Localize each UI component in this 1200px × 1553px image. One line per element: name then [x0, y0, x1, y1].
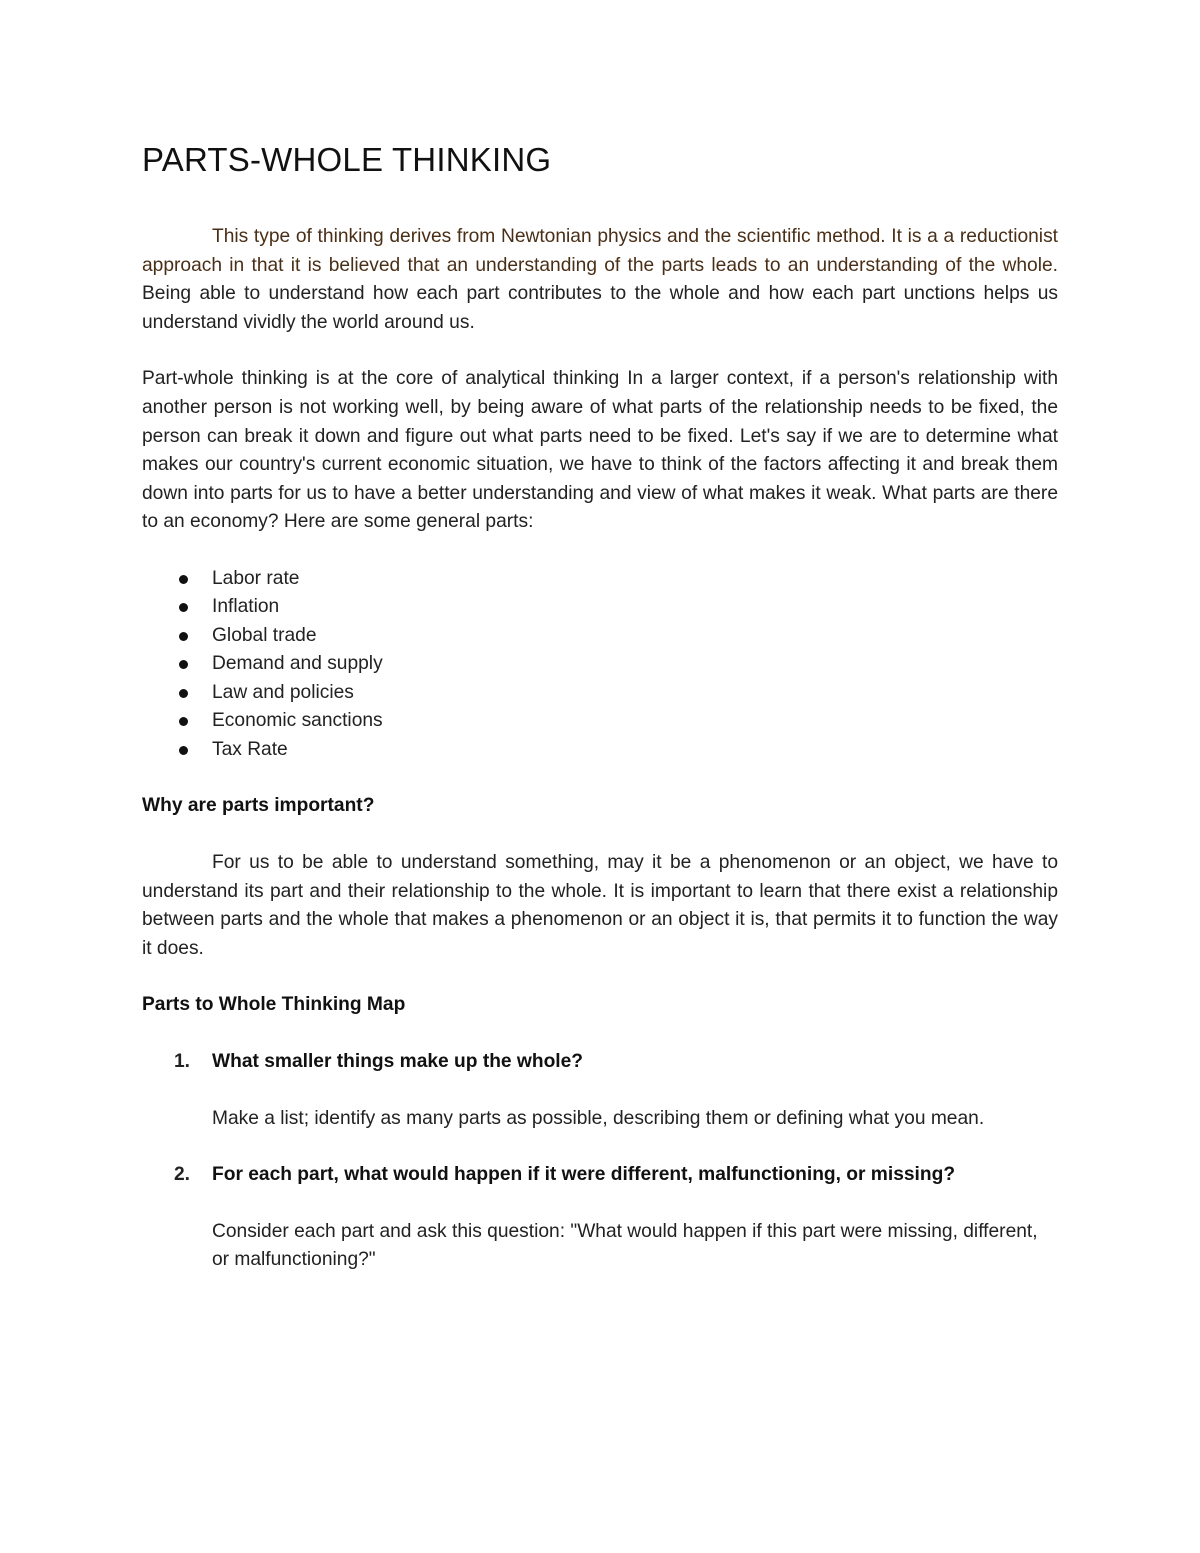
bullet-icon: [179, 717, 188, 726]
section-heading-why: Why are parts important?: [142, 795, 375, 817]
document-page: [142, 138, 1058, 1275]
bullet-icon: [179, 603, 188, 612]
list-item: [142, 622, 1058, 651]
list-item-label: Economic sanctions: [212, 710, 383, 732]
page-title: PARTS-WHOLE THINKING: [142, 141, 552, 178]
list-item-label: Tax Rate: [212, 738, 288, 760]
map-item: [142, 1048, 1058, 1133]
list-item-label: Demand and supply: [212, 653, 383, 675]
intro-highlight-text: This type of thinking derives from Newtonian physics and the scientific method. It is a a reductionist approach in that it is believed that an understanding of the parts leads to an understanding of the whole.: [142, 226, 1058, 276]
bullet-icon: [179, 575, 188, 584]
list-item-label: Inflation: [212, 596, 280, 618]
map-item-question: What smaller things make up the whole?: [212, 1051, 584, 1072]
list-item: [142, 736, 1058, 765]
list-item-label: Law and policies: [212, 681, 354, 703]
map-item-question: For each part, what would happen if it were different, malfunctioning, or missing?: [212, 1164, 956, 1186]
bullet-icon: [179, 746, 188, 755]
list-item: [142, 679, 1058, 708]
map-item: [142, 1161, 1058, 1275]
bullet-icon: [179, 689, 188, 698]
list-item: [142, 707, 1058, 736]
list-item: [142, 565, 1058, 594]
list-item-label: Labor rate: [212, 567, 300, 589]
intro-paragraph: [142, 223, 1058, 337]
list-item: [142, 593, 1058, 622]
map-item-number: 1.: [174, 1051, 191, 1072]
parts-list: [142, 565, 1058, 765]
map-item-number: 2.: [174, 1164, 191, 1186]
why-paragraph: For us to be able to understand something, may it be a phenomenon or an object, we have to understand its part and their relationship to the whole. It is important to learn that there exist a relationship between parts and the whole that makes a phenomenon or an object it is, that permits it to function the way it does.: [142, 852, 1058, 959]
map-item-answer: Make a list; identify as many parts as possible, describing them or defining what you mean.: [212, 1107, 985, 1129]
map-item-answer: Consider each part and ask this question: "What would happen if this part were missing, different, or malfunctioning?": [212, 1220, 1038, 1271]
bullet-icon: [179, 660, 188, 669]
section-heading-map: Parts to Whole Thinking Map: [142, 994, 406, 1016]
list-item-label: Global trade: [212, 624, 317, 646]
intro-rest-text: Being able to understand how each part contributes to the whole and how each part unctions helps us understand vividly the world around us.: [142, 283, 1058, 333]
body-paragraph: Part-whole thinking is at the core of analytical thinking In a larger context, if a person's relationship with another person is not working well, by being aware of what parts of the relationship needs to be fixed, the person can break it down and figure out what parts need to be fixed. Let's say if we are to determine what makes our country's current economic situation, we have to think of the factors affecting it and break them down into parts for us to have a better understanding and view of what makes it weak. What parts are there to an economy? Here are some general parts:: [142, 368, 1058, 533]
bullet-icon: [179, 632, 188, 641]
list-item: [142, 650, 1058, 679]
